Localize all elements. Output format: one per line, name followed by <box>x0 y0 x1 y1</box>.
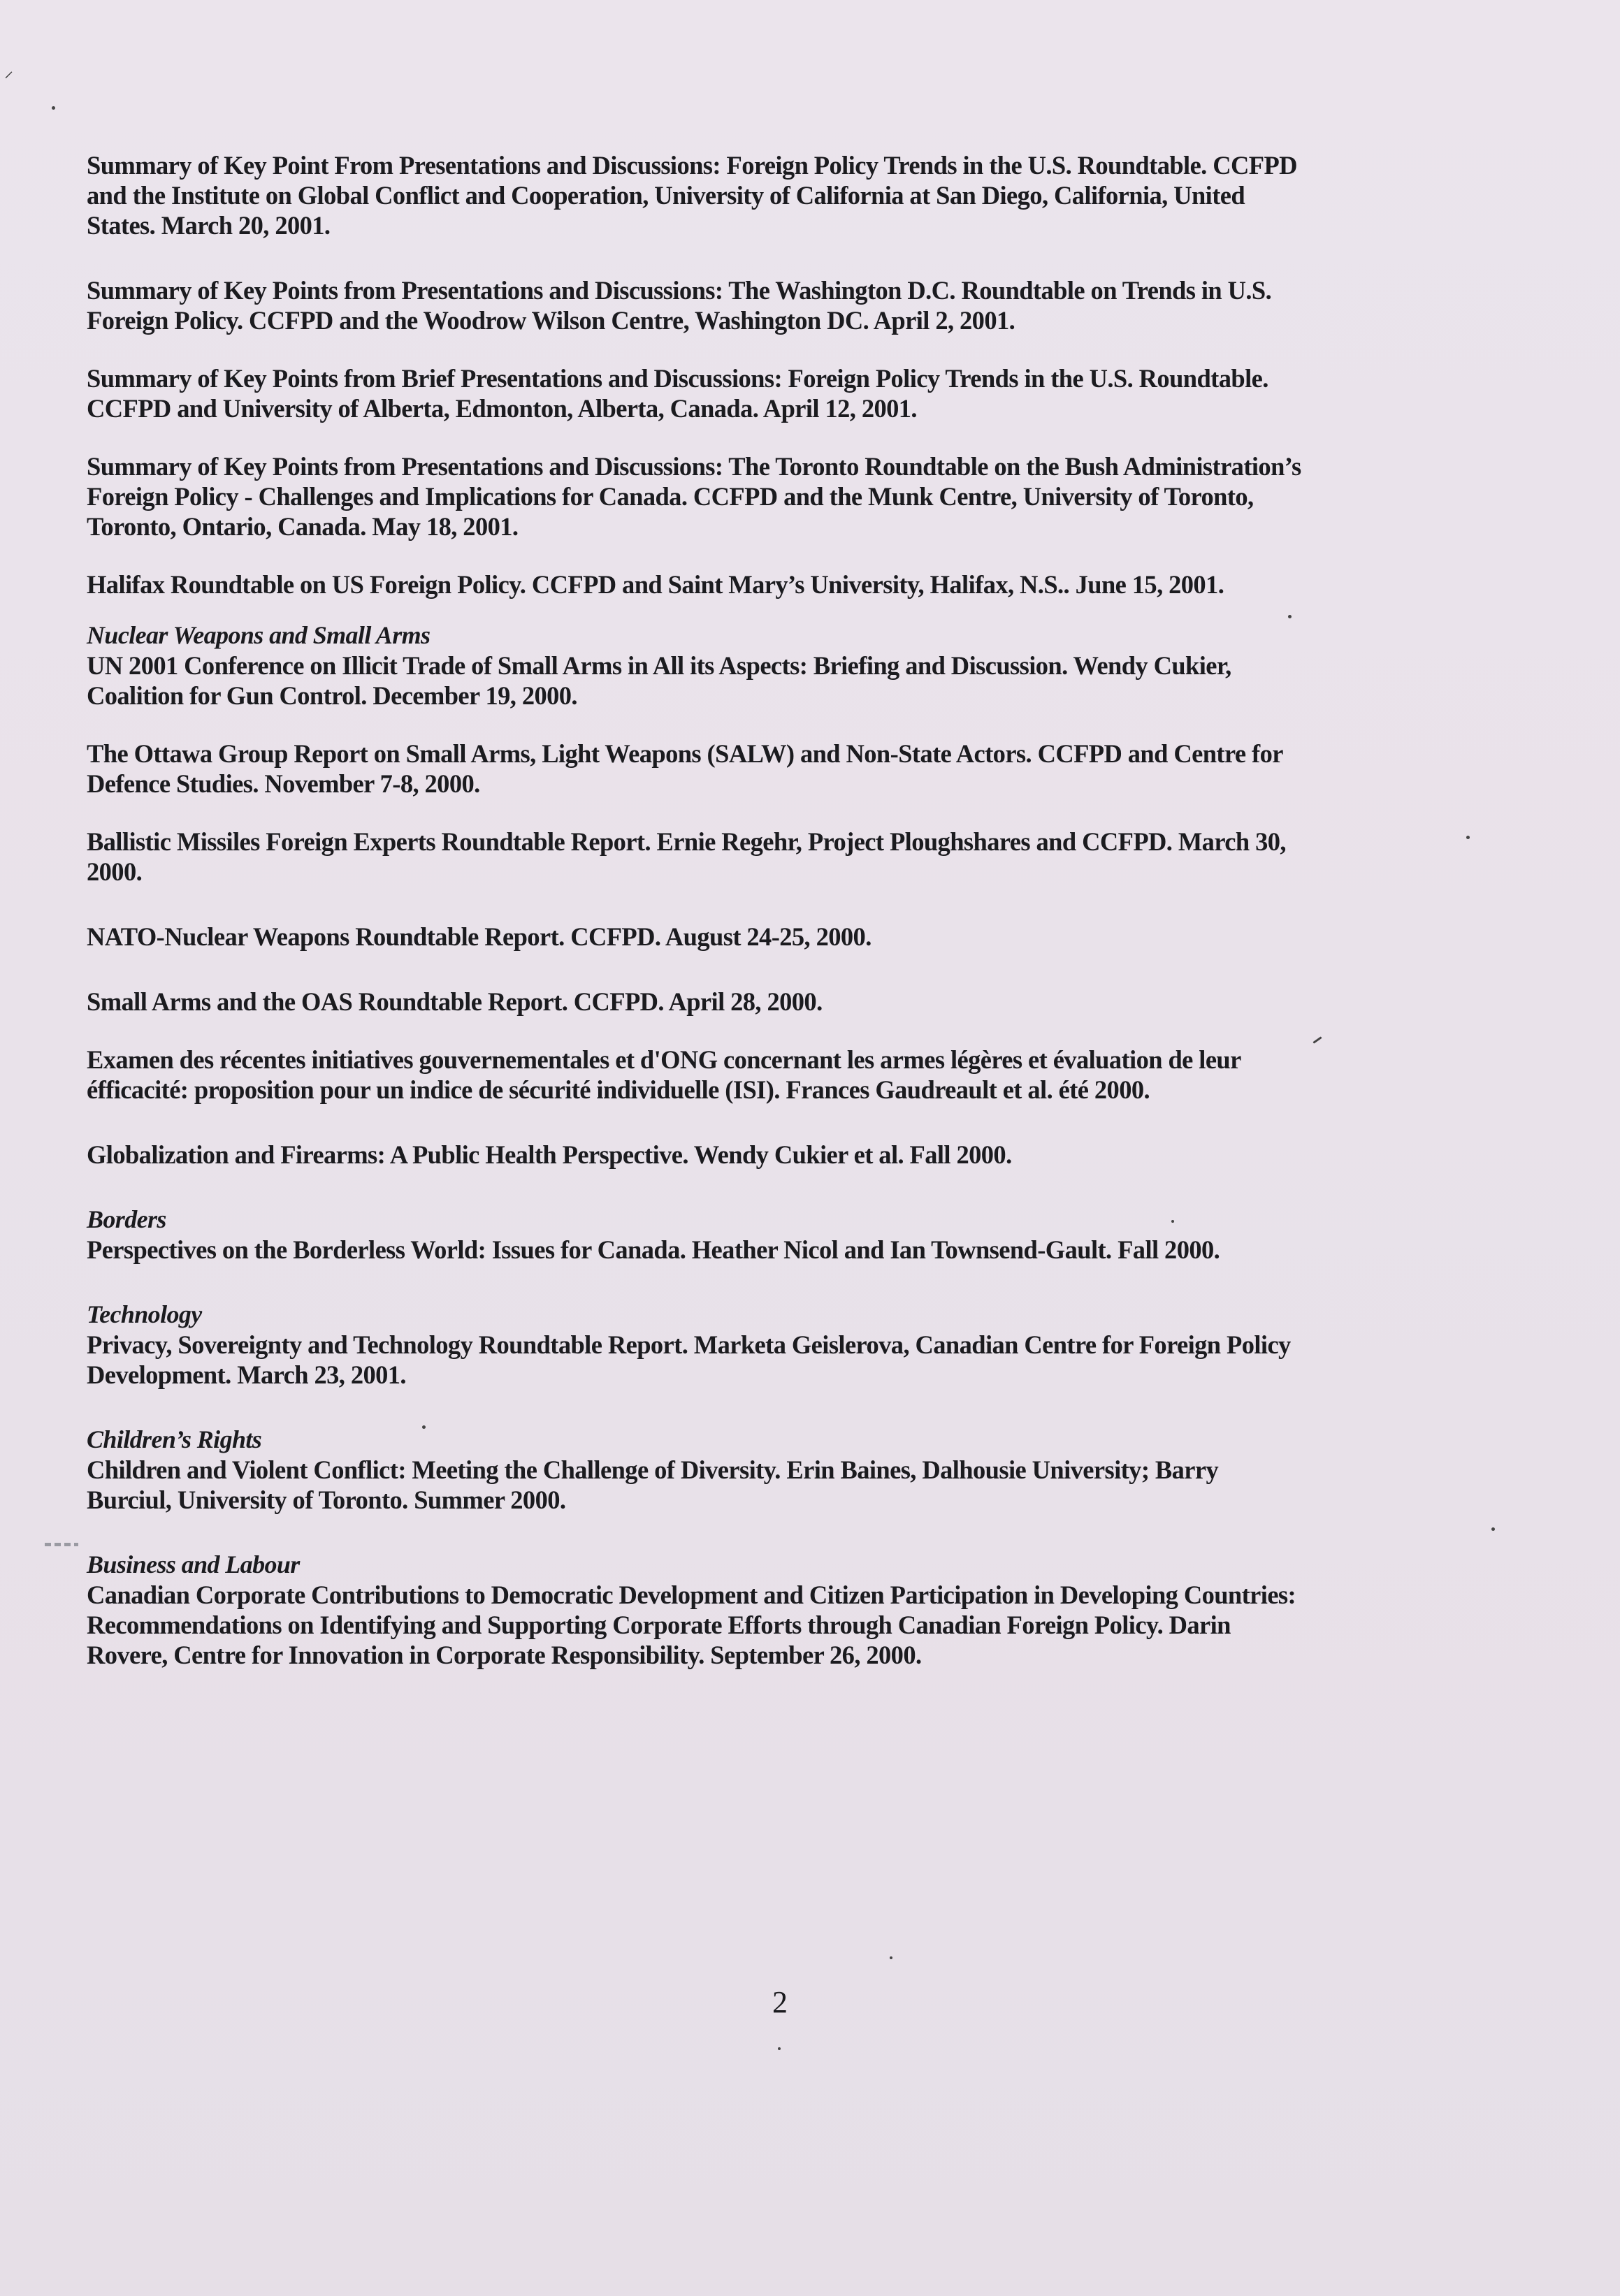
section-heading-technology: Technology <box>87 1300 202 1328</box>
scan-speck <box>1491 1527 1495 1531</box>
list-item: Privacy, Sovereignty and Technology Roundtable Report. Marketa Geislerova, Canadian Centre for Foreign Policy Development. March 23, 2001. <box>87 1330 1291 1389</box>
list-item: Globalization and Firearms: A Public Health Perspective. Wendy Cukier et al. Fall 2000. <box>87 1140 1012 1169</box>
list-item: Halifax Roundtable on US Foreign Policy. CCFPD and Saint Mary’s University, Halifax, N.S.. June 15, 2001. <box>87 570 1224 599</box>
page-number: 2 <box>772 1985 788 2019</box>
list-item: Summary of Key Points from Presentations and Discussions: The Toronto Roundtable on the Bush Administration’s Foreign Policy - Challenges and Implications for Canada. CCFPD and the Munk Centre, University of Toronto, Toronto, Ontario, Canada. May 18, 2001. <box>87 452 1301 541</box>
scan-artifact-dash <box>45 1543 78 1546</box>
section-heading-childrens-rights: Children’s Rights <box>87 1425 262 1453</box>
list-item: UN 2001 Conference on Illicit Trade of Small Arms in All its Aspects: Briefing and Discussion. Wendy Cukier, Coalition for Gun Control. December 19, 2000. <box>87 651 1231 710</box>
scan-speck <box>52 106 55 110</box>
scan-speck <box>890 1956 892 1959</box>
list-item: Summary of Key Points from Brief Presentations and Discussions: Foreign Policy Trends in the U.S. Roundtable. CCFPD and University of Alberta, Edmonton, Alberta, Canada. April 12, 2001. <box>87 364 1268 423</box>
scan-speck <box>778 2047 781 2050</box>
list-item: Perspectives on the Borderless World: Issues for Canada. Heather Nicol and Ian Townsend-Gault. Fall 2000. <box>87 1235 1220 1264</box>
list-item: Small Arms and the OAS Roundtable Report. CCFPD. April 28, 2000. <box>87 987 823 1016</box>
corner-mark-icon: ⸝ <box>4 61 14 82</box>
list-item: NATO-Nuclear Weapons Roundtable Report. CCFPD. August 24-25, 2000. <box>87 922 872 951</box>
bibliography-list <box>87 150 1491 1670</box>
list-item: Summary of Key Points from Presentations and Discussions: The Washington D.C. Roundtable on Trends in U.S. Foreign Policy. CCFPD and the Woodrow Wilson Centre, Washington DC. April 2, 2001. <box>87 276 1272 335</box>
list-item: Ballistic Missiles Foreign Experts Roundtable Report. Ernie Regehr, Project Ploughshares and CCFPD. March 30, 2000. <box>87 827 1286 886</box>
list-item: Canadian Corporate Contributions to Democratic Development and Citizen Participation in Developing Countries: Recommendations on Identifying and Supporting Corporate Efforts through Canadian Foreign Policy. Darin Rovere, Centre for Innovation in Corporate Responsibility. September 26, 2000. <box>87 1581 1296 1669</box>
list-item: The Ottawa Group Report on Small Arms, Light Weapons (SALW) and Non-State Actors. CCFPD and Centre for Defence Studies. November 7-8, 2000. <box>87 739 1283 798</box>
section-heading-business-labour: Business and Labour <box>87 1550 300 1578</box>
list-item: Children and Violent Conflict: Meeting the Challenge of Diversity. Erin Baines, Dalhousie University; Barry Burciul, University of Toronto. Summer 2000. <box>87 1455 1219 1514</box>
list-item: Examen des récentes initiatives gouvernementales et d'ONG concernant les armes légères et évaluation de leur éfficacité: proposition pour un indice de sécurité individuelle (ISI). Frances Gaudreault et al. été 2000. <box>87 1045 1241 1104</box>
list-item: Summary of Key Point From Presentations and Discussions: Foreign Policy Trends in the U.S. Roundtable. CCFPD and the Institute on Global Conflict and Cooperation, University of California at San Diego, California, United States. March 20, 2001. <box>87 151 1297 240</box>
section-heading-borders: Borders <box>87 1205 166 1233</box>
section-heading-nuclear: Nuclear Weapons and Small Arms <box>87 621 431 649</box>
